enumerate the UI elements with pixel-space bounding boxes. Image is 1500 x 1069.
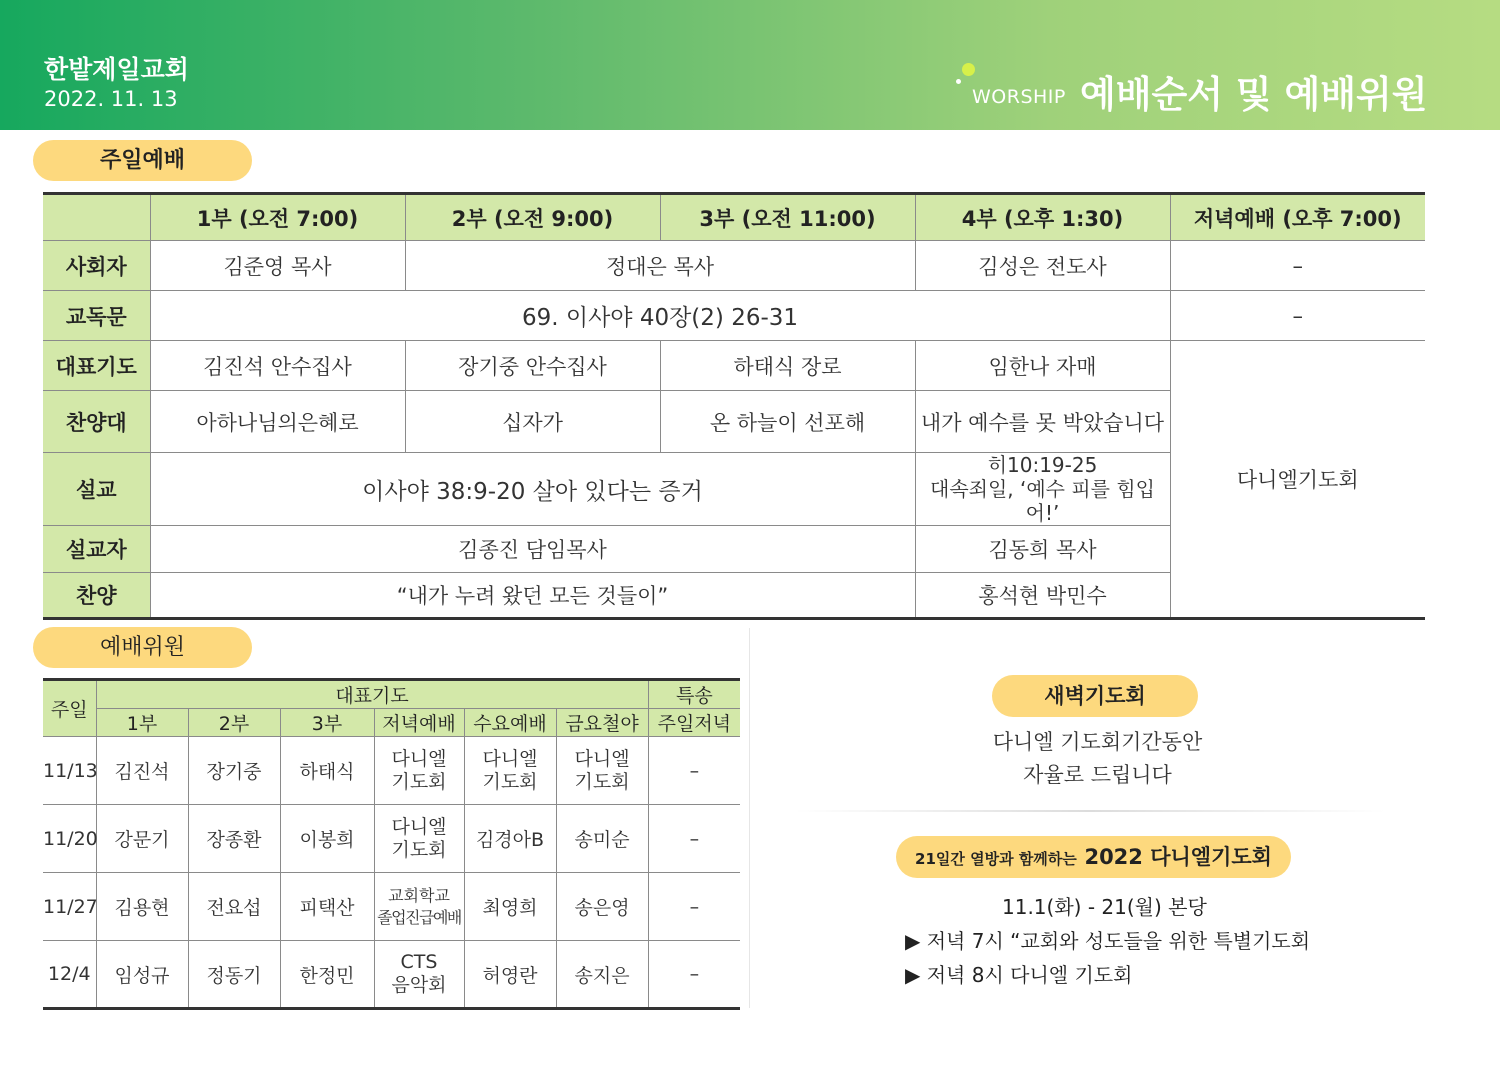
table-row — [43, 873, 740, 941]
cell-line: 다니엘 — [482, 747, 538, 770]
col-header: 4부 (오후 1:30) — [915, 194, 1170, 241]
sunday-schedule-table — [43, 192, 1425, 620]
col-header: 3부 (오전 11:00) — [660, 194, 915, 241]
table-cell: “내가 누려 왔던 모든 것들이” — [150, 573, 915, 619]
col-header: 2부 (오전 9:00) — [405, 194, 660, 241]
special-song-header: 특송 — [648, 680, 740, 709]
cell-line: 음악회 — [391, 974, 447, 996]
horizontal-divider — [795, 810, 1385, 812]
committee-pill: 예배위원 — [33, 627, 252, 668]
table-cell: 김용현 — [96, 873, 188, 941]
table-cell: – — [648, 873, 740, 941]
table-cell: – — [1170, 241, 1425, 291]
date-cell: 11/27 — [43, 873, 96, 941]
table-cell — [374, 737, 464, 805]
table-cell: 강문기 — [96, 805, 188, 873]
sub-header: 금요철야 — [556, 709, 648, 737]
date-cell: 11/13 — [43, 737, 96, 805]
table-cell: 송지은 — [556, 941, 648, 1009]
date-header: 주일 — [43, 680, 96, 737]
table-cell: 장기중 안수집사 — [405, 341, 660, 391]
cell-line: 기도회 — [574, 770, 630, 793]
cell-line: 기도회 — [391, 838, 447, 861]
cell-line: 기도회 — [391, 770, 447, 793]
table-cell: 장종환 — [188, 805, 280, 873]
sunday-worship-pill: 주일예배 — [33, 140, 252, 181]
sub-header: 저녁예배 — [374, 709, 464, 737]
table-cell: – — [648, 737, 740, 805]
dawn-note-line: 자율로 드립니다 — [1023, 763, 1172, 787]
table-cell: 김종진 담임목사 — [150, 526, 915, 573]
table-cell — [464, 737, 556, 805]
date-cell: 12/4 — [43, 941, 96, 1009]
table-row — [43, 241, 1425, 291]
date-cell: 11/20 — [43, 805, 96, 873]
worship-label: WORSHIP — [972, 86, 1066, 108]
table-cell: 김진석 — [96, 737, 188, 805]
dot-icon — [962, 63, 975, 76]
church-name: 한밭제일교회 — [44, 55, 189, 84]
sub-header: 주일저녁 — [648, 709, 740, 737]
committee-table — [43, 678, 740, 1010]
header-banner — [0, 0, 1500, 130]
sub-header: 1부 — [96, 709, 188, 737]
table-row — [43, 341, 1425, 391]
header-date: 2022. 11. 13 — [44, 87, 178, 111]
cell-line: 졸업진급예배 — [377, 907, 461, 927]
row-header: 설교자 — [43, 526, 150, 573]
schedule-line: ▶ 저녁 7시 “교회와 성도들을 위한 특별기도회 — [905, 929, 1311, 953]
table-row — [43, 291, 1425, 341]
row-header: 교독문 — [43, 291, 150, 341]
sub-header: 수요예배 — [464, 709, 556, 737]
table-cell: 김동희 목사 — [915, 526, 1170, 573]
schedule-line: 11.1(화) - 21(월) 본당 — [1002, 895, 1207, 919]
row-header: 설교 — [43, 453, 150, 526]
table-cell — [915, 453, 1170, 526]
cell-line: 기도회 — [482, 770, 538, 793]
sub-header: 3부 — [280, 709, 374, 737]
table-cell: 하태식 장로 — [660, 341, 915, 391]
table-cell: 전요섭 — [188, 873, 280, 941]
cell-line: 교회학교 — [388, 885, 450, 905]
cell-line: 다니엘 — [391, 815, 447, 838]
table-cell: 임한나 자매 — [915, 341, 1170, 391]
table-cell: 홍석현 박민수 — [915, 573, 1170, 619]
daniel-prayer-pill — [896, 836, 1291, 878]
dawn-prayer-pill: 새벽기도회 — [992, 675, 1198, 717]
sermon-title: 대속죄일, ‘예수 피를 힘입어!’ — [930, 477, 1155, 525]
table-cell: 69. 이사야 40장(2) 26-31 — [150, 291, 1170, 341]
table-cell: 이봉희 — [280, 805, 374, 873]
table-row — [43, 805, 740, 873]
table-cell: 십자가 — [405, 391, 660, 453]
row-header: 찬양대 — [43, 391, 150, 453]
table-cell — [374, 941, 464, 1009]
table-header-row — [43, 680, 740, 709]
daniel-schedule — [905, 890, 1310, 992]
sub-header: 2부 — [188, 709, 280, 737]
col-header: 1부 (오전 7:00) — [150, 194, 405, 241]
table-cell: 피택산 — [280, 873, 374, 941]
table-cell: 정동기 — [188, 941, 280, 1009]
table-cell: 송미순 — [556, 805, 648, 873]
cell-line: 다니엘 — [391, 747, 447, 770]
table-cell: 송은영 — [556, 873, 648, 941]
table-subheader-row — [43, 709, 740, 737]
table-cell: – — [648, 805, 740, 873]
table-cell — [374, 873, 464, 941]
table-cell: 내가 예수를 못 박았습니다 — [915, 391, 1170, 453]
schedule-line: ▶ 저녁 8시 다니엘 기도회 — [905, 963, 1133, 987]
table-cell: – — [648, 941, 740, 1009]
table-cell: 최영희 — [464, 873, 556, 941]
table-cell: – — [1170, 291, 1425, 341]
row-header: 사회자 — [43, 241, 150, 291]
table-cell: 하태식 — [280, 737, 374, 805]
evening-service-cell: 다니엘기도회 — [1170, 341, 1425, 619]
dawn-note-line: 다니엘 기도회기간동안 — [992, 730, 1203, 754]
table-cell: 온 하늘이 선포해 — [660, 391, 915, 453]
table-cell — [374, 805, 464, 873]
page-title: 예배순서 및 예배위원 — [1080, 73, 1428, 116]
vertical-divider — [749, 628, 750, 1008]
table-row — [43, 941, 740, 1009]
small-dot-icon — [956, 79, 961, 84]
table-cell: 김준영 목사 — [150, 241, 405, 291]
sermon-reference: 히10:19-25 — [987, 453, 1098, 477]
table-cell: 허영란 — [464, 941, 556, 1009]
pill-title: 2022 다니엘기도회 — [1084, 845, 1272, 869]
table-cell: 정대은 목사 — [405, 241, 915, 291]
prayer-header: 대표기도 — [96, 680, 648, 709]
pill-subtitle: 21일간 열방과 함께하는 — [915, 850, 1077, 868]
cell-line: 다니엘 — [574, 747, 630, 770]
table-cell — [556, 737, 648, 805]
table-cell: 장기중 — [188, 737, 280, 805]
row-header: 찬양 — [43, 573, 150, 619]
corner-cell — [43, 194, 150, 241]
table-cell: 임성규 — [96, 941, 188, 1009]
table-cell: 이사야 38:9-20 살아 있다는 증거 — [150, 453, 915, 526]
table-cell: 김성은 전도사 — [915, 241, 1170, 291]
table-row — [43, 737, 740, 805]
dawn-note — [880, 726, 1315, 792]
row-header: 대표기도 — [43, 341, 150, 391]
table-cell: 김진석 안수집사 — [150, 341, 405, 391]
table-cell: 한정민 — [280, 941, 374, 1009]
col-header: 저녁예배 (오후 7:00) — [1170, 194, 1425, 241]
cell-line: CTS — [400, 951, 438, 973]
table-header-row — [43, 194, 1425, 241]
table-cell: 아하나님의은혜로 — [150, 391, 405, 453]
table-cell: 김경아B — [464, 805, 556, 873]
